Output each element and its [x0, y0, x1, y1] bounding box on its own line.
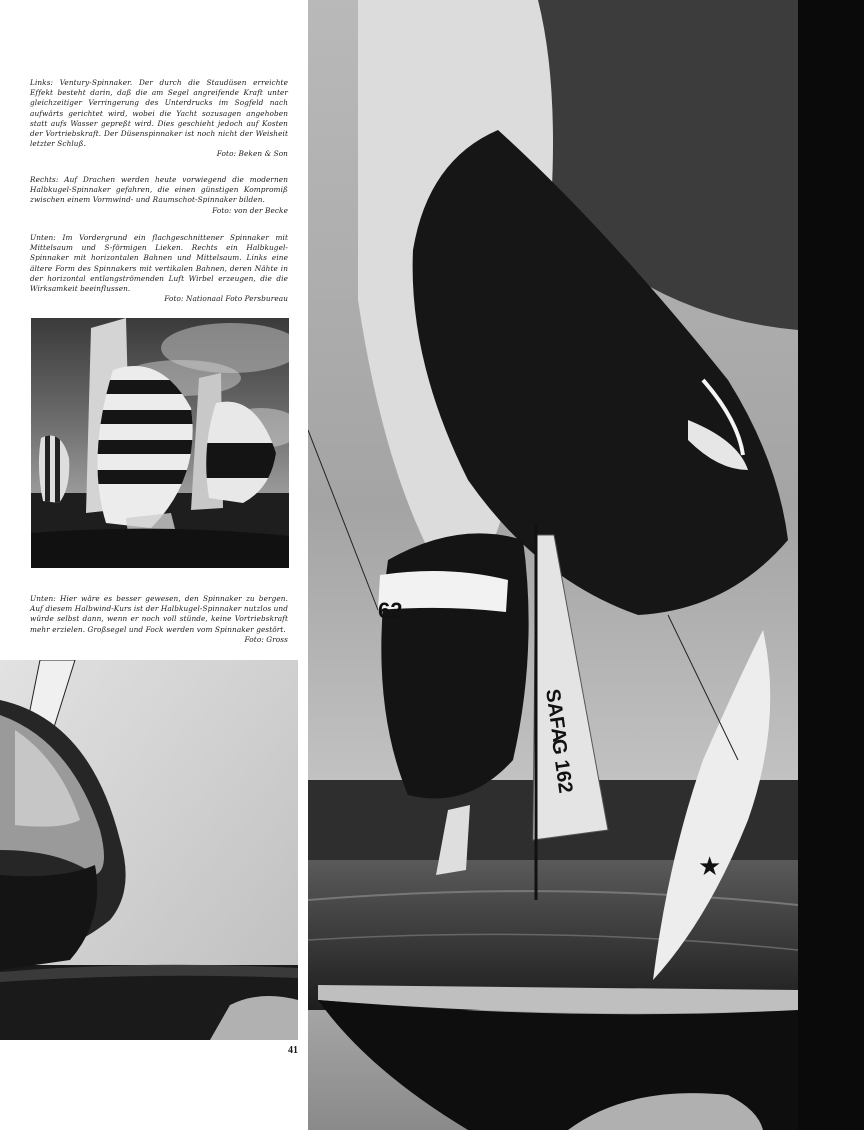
caption-unten-1 — [30, 233, 288, 304]
sail-id: G 162 — [547, 737, 577, 795]
photo-credit: Foto: Nationaal Foto Persbureau — [164, 294, 288, 304]
page-edge-shadow — [798, 0, 864, 1130]
caption-text: Auf Drachen werden heute vorwiegend die modernen Halbkugel-Spinnaker gefahren, die einen günstigen Kompromiß zwischen einem Vormwind- und Raumschot-Spinnaker bilden. — [30, 175, 289, 205]
photo-spinnaker-fleet — [31, 318, 289, 568]
photo-credit: Foto: von der Becke — [212, 205, 288, 215]
sail-number: 62 — [378, 598, 403, 623]
caption-unten-2 — [30, 594, 288, 645]
sail-country: SAFA — [541, 687, 571, 744]
caption-links — [30, 78, 288, 160]
caption-label: Unten: — [30, 594, 56, 603]
photo-credit: Foto: Beken & Son — [216, 149, 288, 159]
caption-label: Links: — [30, 78, 54, 87]
caption-rechts — [30, 175, 288, 216]
photo-collapsed-spinnaker — [0, 660, 298, 1040]
star-icon: ★ — [698, 852, 722, 882]
photo-dragon-spinnaker — [308, 0, 798, 1130]
caption-text: Im Vordergrund ein flachgeschnittener Spinnaker mit Mittelsaum und S-förmigen Lieken. Rechts ein Halbkugel-Spinnaker mit horizontalen Bahnen und Mittelsaum. Links eine ältere Form des Spinnakers mit vertikalen Bahnen, deren Nähte in der horizontal entlangströmenden Luft Wirbel erzeugen, die die Wirksamkeit beeinflussen. — [30, 233, 288, 294]
caption-text: Ventury-Spinnaker. Der durch die Staudüsen erreichte Effekt besteht darin, daß die am Segel angreifende Kraft unter gleichzeitiger Verringerung des Unterdrucks im Sogfeld nach aufwärts gerichtet wird, wobei die Yacht sozusagen angehoben statt aufs Wasser gepreßt wird. Dies geschieht jedoch auf Kosten der Vortriebskraft. Der Düsenspinnaker ist noch nicht der Weisheit letzter Schluß. — [30, 78, 288, 149]
caption-text: Hier wäre es besser gewesen, den Spinnaker zu bergen. Auf diesem Halbwind-Kurs ist der Halbkugel-Spinnaker nutzlos und würde selbst dann, wenn er noch voll stünde, keine Vortriebskraft mehr erzielen. Großsegel und Fock werden vom Spinnaker gestört. — [30, 594, 288, 634]
caption-label: Rechts: — [30, 175, 59, 184]
page-number: 41 — [288, 1045, 298, 1056]
photo-credit: Foto: Gross — [244, 634, 288, 644]
caption-label: Unten: — [30, 233, 56, 242]
